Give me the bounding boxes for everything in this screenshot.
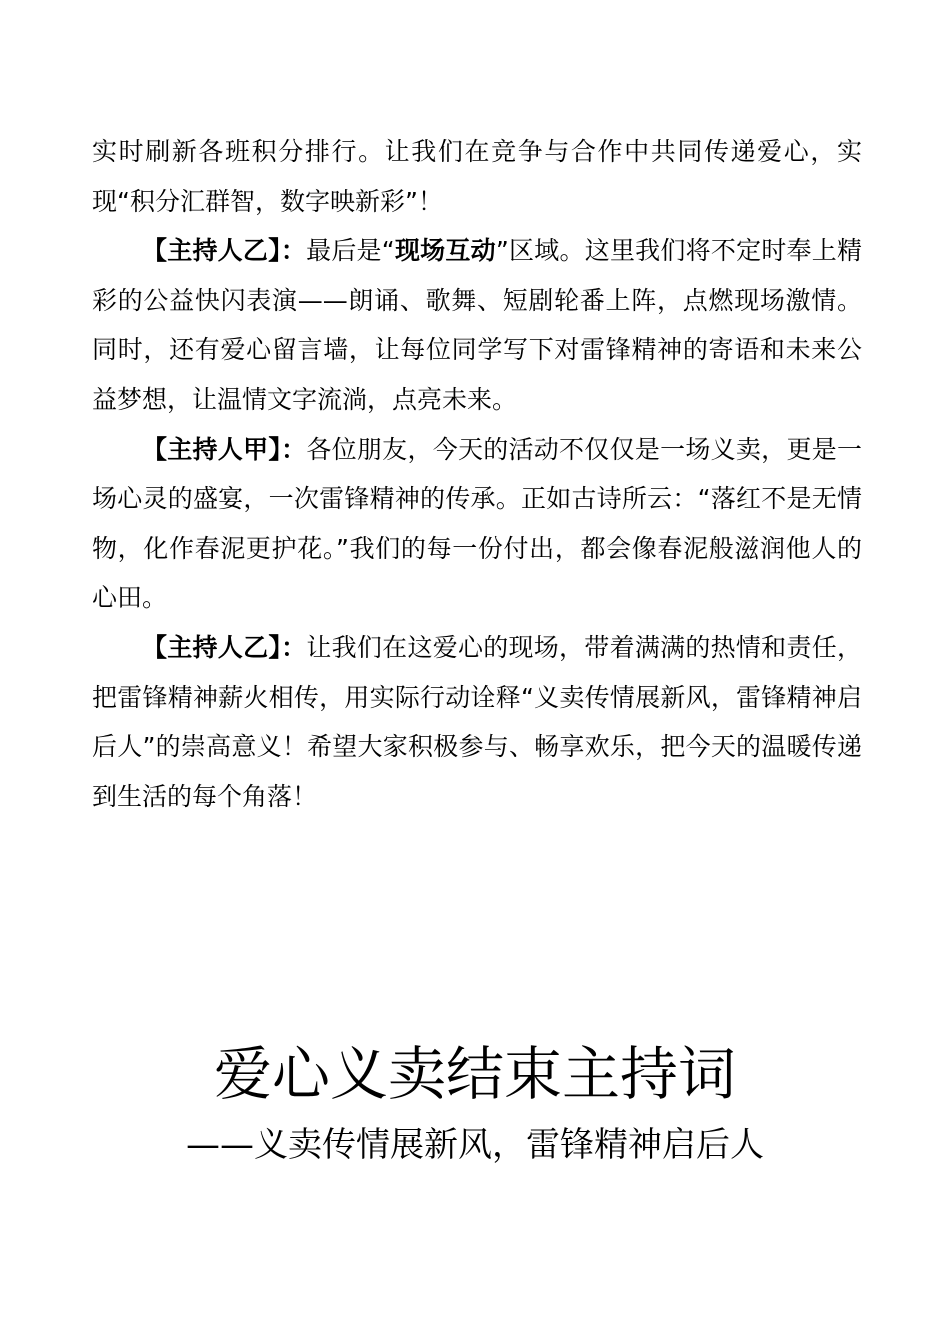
speaker-label: 【主持人乙】： [142, 236, 307, 266]
section-subtitle: ——义卖传情展新风，雷锋精神启后人 [186, 1125, 764, 1165]
speaker-label: 【主持人乙】： [142, 632, 307, 662]
body-text [92, 127, 862, 821]
host-b-paragraph [92, 226, 862, 424]
keyword-live-interaction: 现场互动 [394, 236, 496, 266]
continuation-text: 实时刷新各班积分排行。让我们在竞争与合作中共同传递爱心，实现“积分汇群智，数字映新彩”！ [92, 137, 862, 216]
continuation-paragraph [92, 127, 862, 226]
paragraph-text: 各位朋友，今天的活动不仅仅是一场义卖，更是一场心灵的盛宴，一次雷锋精神的传承。正如古诗所云：“落红不是无情物，化作春泥更护花。”我们的每一份付出，都会像春泥般滋润他人的心田。 [92, 434, 862, 613]
paragraph-text-post: ”区域。这里我们将不定时奉上精彩的公益快闪表演——朗诵、歌舞、短剧轮番上阵，点燃现场激情。同时，还有爱心留言墙，让每位同学写下对雷锋精神的寄语和未来公益梦想，让温情文字流淌，点亮未来。 [92, 236, 862, 414]
paragraph-text-pre: 最后是“ [306, 236, 395, 266]
paragraph-text: 让我们在这爱心的现场，带着满满的热情和责任，把雷锋精神薪火相传，用实际行动诠释“义卖传情展新风，雷锋精神启后人”的崇高意义！希望大家积极参与、畅享欢乐，把今天的温暖传递到生活的每个角落！ [92, 632, 862, 811]
speaker-label: 【主持人甲】： [142, 434, 307, 464]
host-a-paragraph [92, 425, 862, 623]
host-b-closing-paragraph [92, 623, 862, 821]
section-title: 爱心义卖结束主持词 [213, 1040, 736, 1108]
